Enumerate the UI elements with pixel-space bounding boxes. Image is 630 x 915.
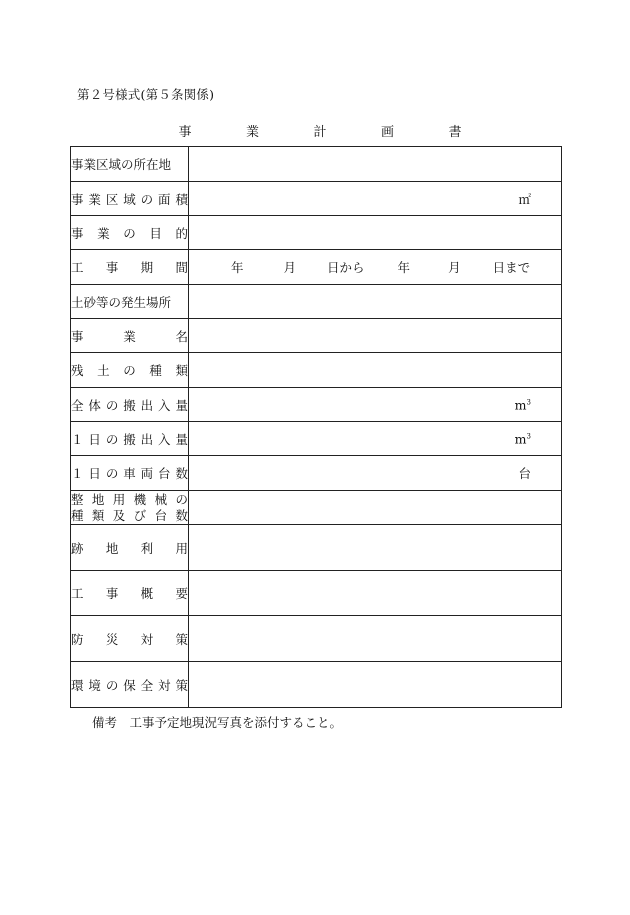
field-source[interactable] [189,285,562,319]
period-year-start: 年 [231,260,244,275]
field-area[interactable] [189,182,562,216]
field-soil-type[interactable] [189,353,562,388]
row-environment [71,662,562,708]
title-char: 業 [245,125,259,140]
field-environment[interactable] [189,662,562,708]
label-environment: 環 境 の 保 全 対 策 [71,662,189,708]
form-number: 第２号様式(第５条関係) [77,87,215,102]
title-char: 画 [380,125,394,140]
plan-table [70,146,562,708]
field-daily-volume[interactable] [189,422,562,456]
label-total-volume: 全 体 の 搬 出 入 量 [71,388,189,422]
field-total-volume[interactable] [189,388,562,422]
title-char: 事 [178,125,192,140]
title-char: 書 [448,125,462,140]
field-machinery[interactable] [189,491,562,525]
row-soil-type [71,353,562,388]
field-location[interactable] [189,147,562,182]
remarks-note: 備考 工事予定地現況写真を添付すること。 [92,715,343,730]
row-disaster-prevention [71,616,562,662]
field-purpose[interactable] [189,216,562,250]
row-outline [71,571,562,616]
label-soil-type: 残 土 の 種 類 [71,353,189,388]
row-source [71,285,562,319]
period-month-end: 月 [448,260,461,275]
label-land-use: 跡 地 利 用 [71,525,189,571]
row-daily-vehicles [71,456,562,491]
label-location: 事業区域の所在地 [71,147,189,182]
label-area: 事 業 区 域 の 面 積 [71,182,189,216]
row-location [71,147,562,182]
field-outline[interactable] [189,571,562,616]
field-daily-vehicles[interactable] [189,456,562,491]
field-land-use[interactable] [189,525,562,571]
row-area [71,182,562,216]
label-project-name: 事 業 名 [71,319,189,353]
document-title [175,121,465,140]
label-period: 工 事 期 間 [71,250,189,285]
label-disaster-prevention: 防 災 対 策 [71,616,189,662]
field-project-name[interactable] [189,319,562,353]
row-period [71,250,562,285]
unit-cubic-meter: $m^3$ [514,431,531,446]
row-machinery [71,491,562,525]
label-machinery: 整 地 用 機 械 の 種 類 及 び 台 数 [71,491,188,523]
title-char: 計 [313,125,327,140]
unit-vehicles: 台 [518,466,531,481]
period-day-from: 日から [327,260,365,275]
row-total-volume [71,388,562,422]
label-daily-vehicles: １ 日 の 車 両 台 数 [71,456,189,491]
label-daily-volume: １ 日 の 搬 出 入 量 [71,422,189,456]
unit-square-meter: ㎡ [518,191,531,207]
field-period[interactable] [189,250,562,285]
field-disaster-prevention[interactable] [189,616,562,662]
label-source: 土砂等の発生場所 [71,285,189,319]
period-month-start: 月 [283,260,297,275]
period-day-until: 日まで [492,260,531,275]
label-purpose: 事 業 の 目 的 [71,216,189,250]
label-outline: 工 事 概 要 [71,571,189,616]
row-purpose [71,216,562,250]
row-land-use [71,525,562,571]
row-daily-volume [71,422,562,456]
period-year-end: 年 [397,260,411,275]
unit-cubic-meter: $m^3$ [514,397,531,412]
row-project-name [71,319,562,353]
